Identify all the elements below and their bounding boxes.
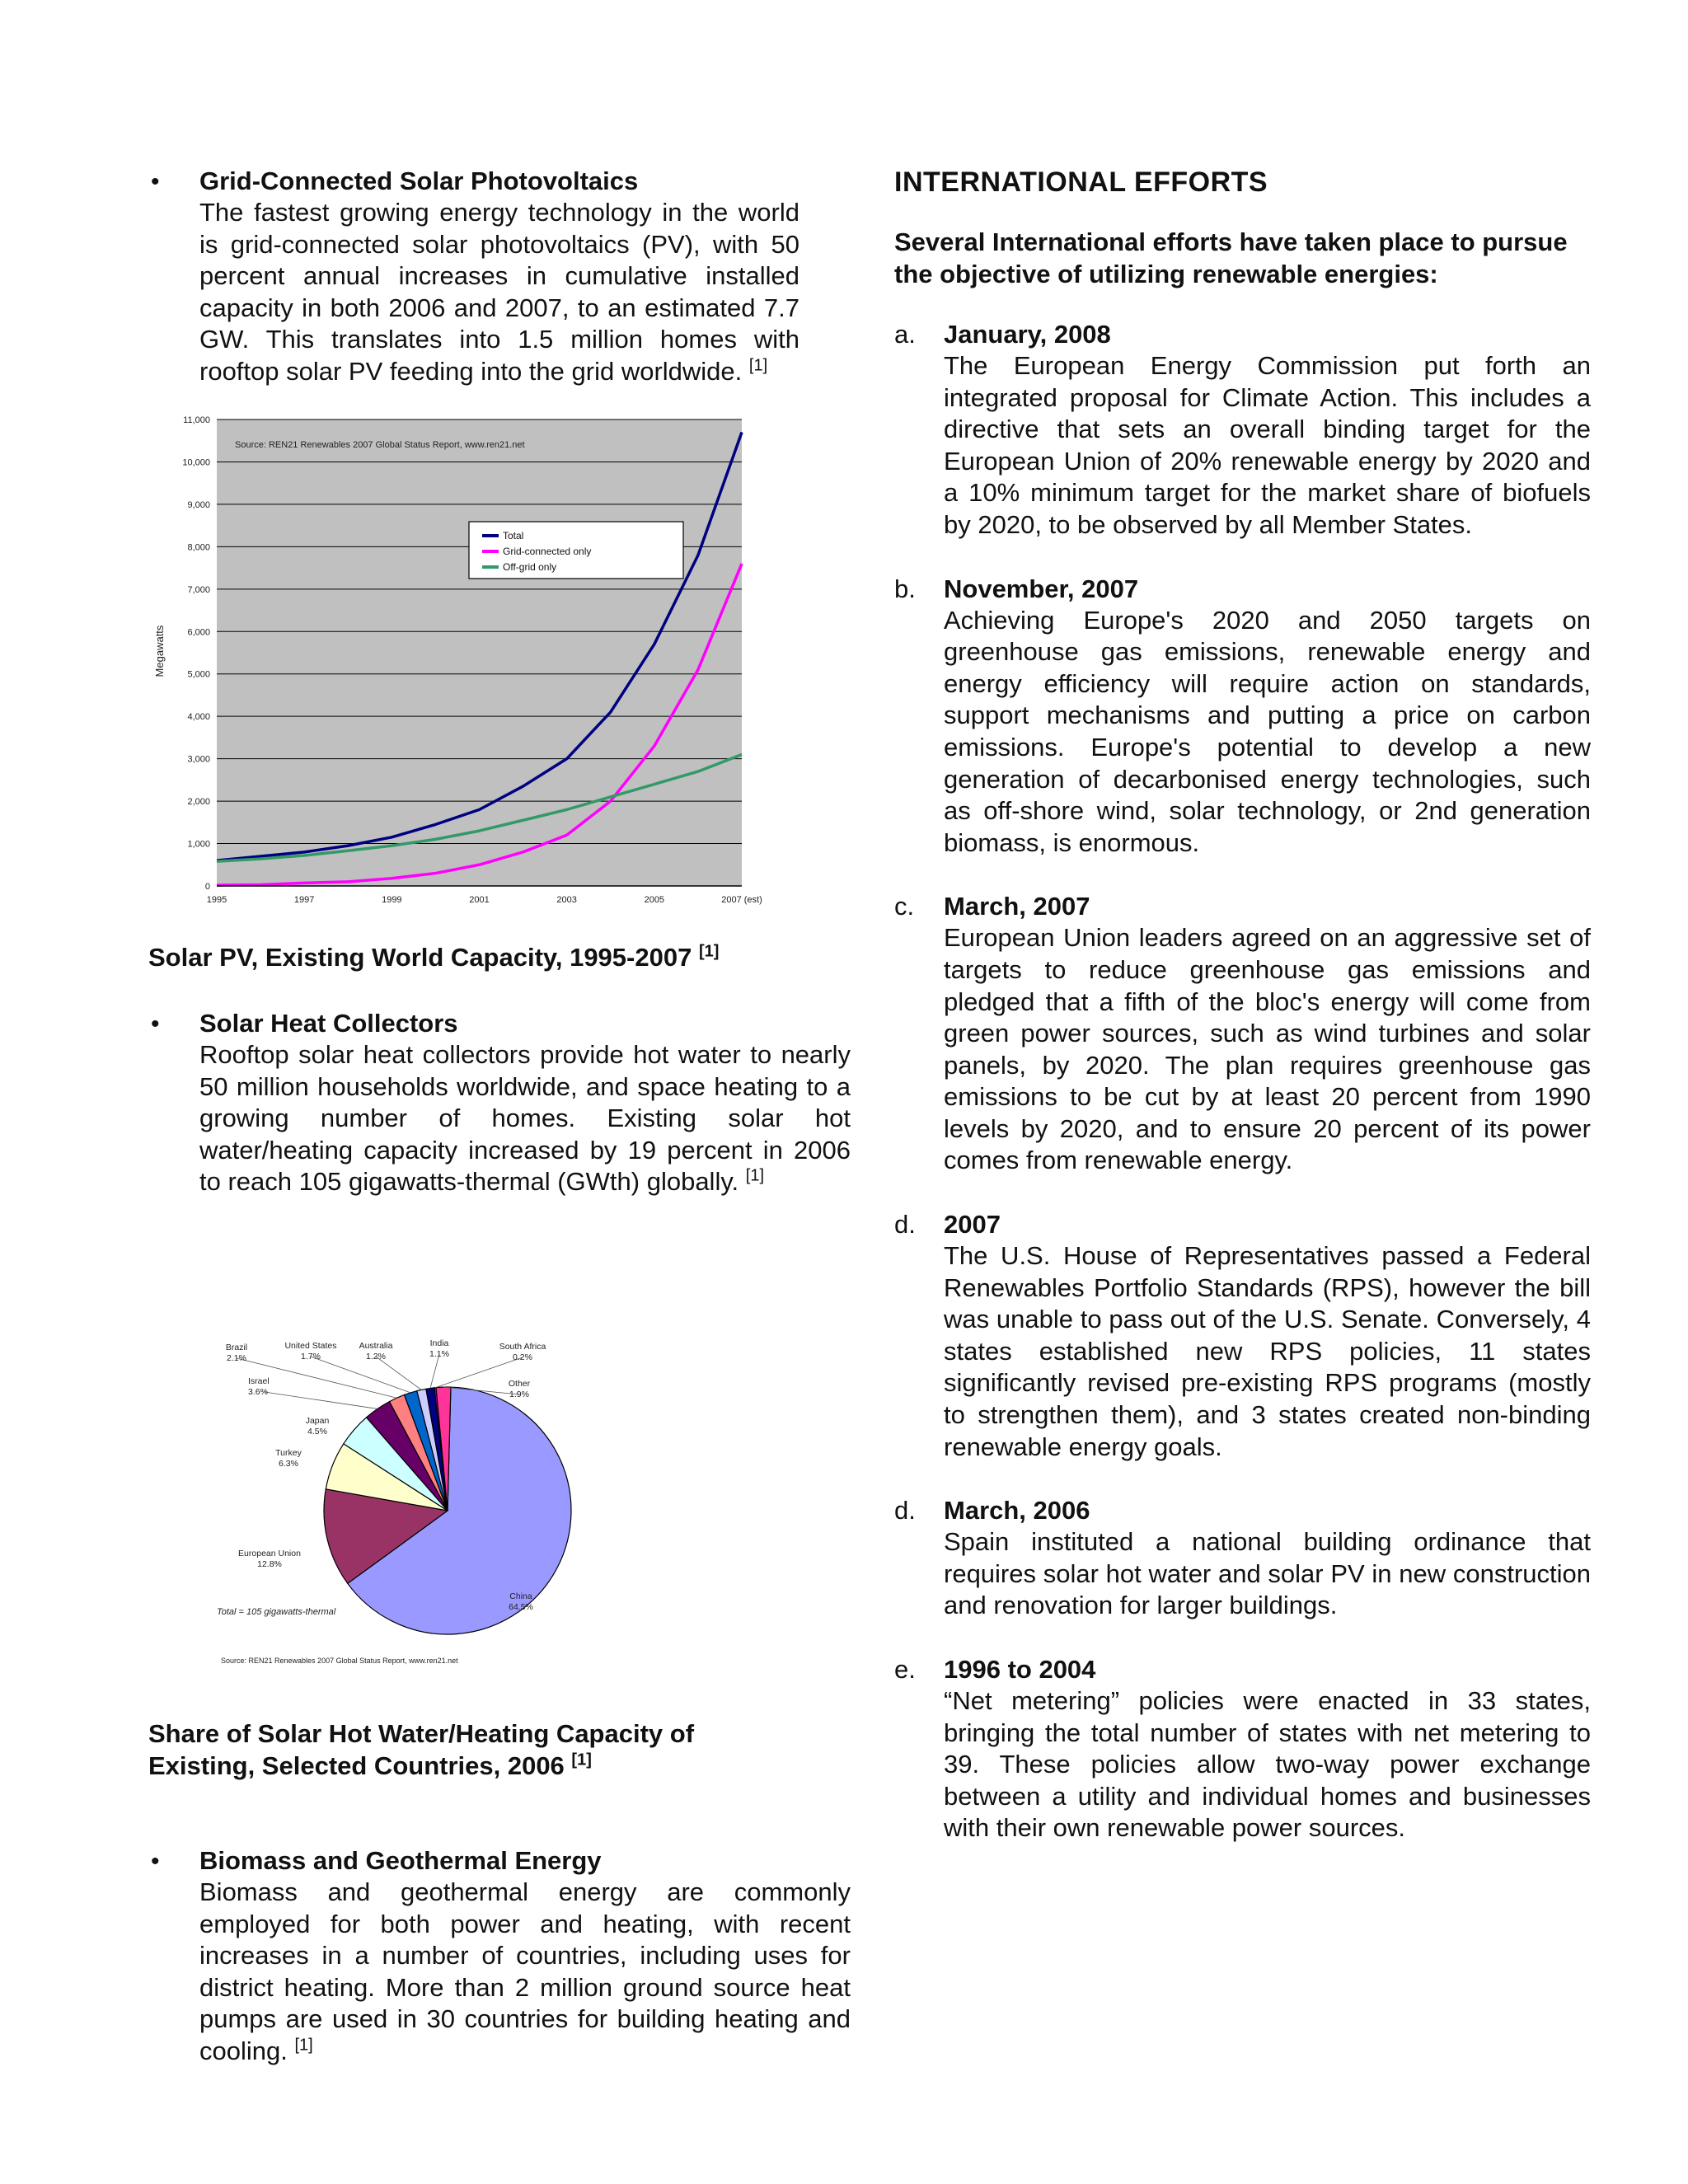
effort-text: European Union leaders agreed on an aggressive set of targets to reduce greenhouse gas emissions and pledged that a fifth of the bloc's energy will come from green power sources, such as wind turbines and solar panels, by 2020. The plan requires greenhouse gas emissions to be cut by at least 20 percent from 1990 levels by 2020, and to ensure 20 percent of its power comes from renewable energy.: [944, 923, 1591, 1175]
effort-date: 1996 to 2004: [944, 1655, 1096, 1684]
bullet: •: [151, 1848, 160, 1875]
effort-date: November, 2007: [944, 574, 1139, 603]
pie-slice-value: 1.1%: [429, 1349, 449, 1359]
effort-letter: c.: [894, 892, 915, 921]
effort-letter: d.: [894, 1496, 916, 1526]
x-tick-label: 2005: [644, 895, 665, 905]
pie-slice-value: 64.5%: [509, 1602, 533, 1612]
effort-letter: d.: [894, 1210, 916, 1240]
x-tick-label: 2007 (est): [721, 895, 762, 905]
pie-chart-caption-ref: [1]: [571, 1750, 592, 1769]
y-tick-label: 4,000: [187, 712, 210, 723]
y-tick-label: 1,000: [187, 839, 210, 850]
left-column: [148, 165, 851, 2065]
leader-line: [430, 1354, 439, 1388]
pie-slice-value: 0.2%: [513, 1352, 532, 1362]
pie-slice-value: 12.8%: [257, 1559, 282, 1569]
pie-total-note: Total = 105 gigawatts-thermal: [217, 1607, 336, 1617]
pv-section-ref: [1]: [748, 356, 768, 375]
pie-chart-caption: [148, 1718, 799, 1782]
effort-item: [894, 318, 1591, 541]
pie-slice-name: Turkey: [275, 1448, 302, 1458]
legend-label: Total: [503, 530, 524, 541]
pv-chart-caption-text: Solar PV, Existing World Capacity, 1995-2007: [148, 943, 692, 972]
pie-slice-value: 3.6%: [248, 1387, 268, 1397]
bullet: •: [151, 168, 160, 195]
y-tick-label: 2,000: [187, 797, 210, 808]
pie-slice-name: United States: [284, 1341, 337, 1351]
pie-slice-name: Australia: [359, 1341, 393, 1351]
pie-slice-name: Other: [508, 1379, 531, 1389]
legend-label: Grid-connected only: [503, 546, 592, 557]
pie-slice-value: 2.1%: [227, 1353, 246, 1363]
effort-date: January, 2008: [944, 320, 1111, 349]
x-tick-label: 1997: [293, 895, 315, 905]
effort-item: [894, 1653, 1591, 1844]
bio-section-text: Biomass and geothermal energy are commonly employed for both power and heating, with recent increases in a number of countries, including uses for district heating. More than 2 million ground source heat pumps are used in 30 countries for building heating and cooling.: [199, 1877, 851, 2065]
effort-item: [894, 1494, 1591, 1622]
effort-item: [894, 890, 1591, 1177]
effort-letter: b.: [894, 574, 916, 603]
effort-date: March, 2006: [944, 1496, 1090, 1526]
heat-section-title: Solar Heat Collectors: [199, 1009, 458, 1038]
pie-chart-caption-text: Share of Solar Hot Water/Heating Capacity of Existing, Selected Countries, 2006: [148, 1719, 695, 1780]
pie-slice-name: Brazil: [225, 1343, 248, 1352]
effort-text: Achieving Europe's 2020 and 2050 targets on greenhouse gas emissions, renewable energy and energy efficiency will require action on standards, support mechanisms and putting a price on carbon emissions. Europe's potential to develop a new generation of decarbonised energy technologies, such as off-shore wind, solar technology, or 2nd generation biomass, is enormous.: [944, 605, 1591, 857]
y-tick-label: 0: [204, 882, 210, 892]
pie-slice-value: 1.9%: [509, 1390, 529, 1399]
leader-line: [265, 1392, 377, 1408]
bio-section-body: [199, 1877, 851, 2068]
pie-source-note: Source: REN21 Renewables 2007 Global Status Report, www.ren21.net: [221, 1657, 458, 1665]
effort-item: [894, 1208, 1591, 1463]
bio-section-title: Biomass and Geothermal Energy: [199, 1846, 602, 1875]
right-column: [894, 165, 1591, 1844]
y-axis-label: Megawatts: [153, 625, 166, 677]
pie-slice-name: Israel: [248, 1376, 270, 1386]
effort-item: [894, 573, 1591, 860]
y-tick-label: 10,000: [182, 457, 210, 468]
effort-text: The European Energy Commission put forth an integrated proposal for Climate Action. This includes a directive that sets an overall binding target for the European Union of 20% renewable energy by 2020 and a 10% minimum target for the market share of biofuels by 2020, to be observed by all Member States.: [944, 351, 1591, 539]
leader-line: [376, 1357, 421, 1390]
heat-section-body: [199, 1039, 851, 1198]
heat-section: [148, 1007, 851, 1198]
effort-letter: e.: [894, 1655, 916, 1684]
effort-text: The U.S. House of Representatives passed a Federal Renewables Portfolio Standards (RPS), however the bill was unable to pass out of the U.S. Senate. Conversely, 4 states established new RPS policies, 11 states significantly revised pre-existing RPS programs (mostly to strengthen them), and 3 states created non-binding renewable energy goals.: [944, 1241, 1591, 1461]
pie-slice-value: 4.5%: [307, 1427, 327, 1436]
pv-chart-caption-ref: [1]: [698, 942, 720, 961]
plot-area: [217, 419, 742, 886]
pie-slice-name: China: [509, 1591, 532, 1601]
pie-slice-value: 1.2%: [366, 1352, 386, 1361]
heat-section-ref: [1]: [745, 1167, 765, 1186]
bio-section: [148, 1844, 851, 2068]
pie-slice-name: Japan: [305, 1416, 330, 1426]
solar-heat-pie-chart: [190, 1319, 717, 1681]
effort-letter: a.: [894, 320, 916, 349]
pie-slice-value: 6.3%: [279, 1459, 298, 1469]
chart-source-note: Source: REN21 Renewables 2007 Global Status Report, www.ren21.net: [235, 440, 525, 450]
effort-date: 2007: [944, 1210, 1001, 1240]
x-tick-label: 1995: [206, 895, 227, 905]
section-heading: INTERNATIONAL EFFORTS: [894, 166, 1268, 198]
heat-section-text: Rooftop solar heat collectors provide hot water to nearly 50 million households worldwide, and space heating to a growing number of homes. Existing solar hot water/heating capacity increased by 19 percent in 2006 to reach 105 gigawatts-thermal (GWth) globally.: [199, 1040, 851, 1197]
bio-section-ref: [1]: [294, 2036, 313, 2055]
effort-date: March, 2007: [944, 892, 1090, 921]
section-intro: Several International efforts have taken place to pursue the objective of utilizing renewable energies:: [894, 227, 1568, 288]
x-tick-label: 1999: [382, 895, 402, 905]
pv-chart-caption: [148, 941, 808, 973]
y-tick-label: 11,000: [183, 415, 210, 425]
effort-text: “Net metering” policies were enacted in 33 states, bringing the total number of states with net metering to 39. These policies allow two-way power exchange between a utility and individual homes and businesses with their own renewable power sources.: [944, 1686, 1591, 1843]
effort-text: Spain instituted a national building ordinance that requires solar hot water and solar PV in new construction and renovation for larger buildings.: [944, 1527, 1591, 1620]
pv-capacity-line-chart: [99, 404, 783, 915]
pv-section-title: Grid-Connected Solar Photovoltaics: [199, 166, 639, 195]
x-tick-label: 2003: [556, 895, 577, 905]
y-tick-label: 8,000: [187, 542, 210, 553]
pie-slice-name: South Africa: [499, 1342, 546, 1352]
legend: [469, 522, 683, 579]
y-tick-label: 7,000: [187, 584, 210, 595]
leader-line: [311, 1357, 410, 1393]
x-tick-label: 2001: [469, 895, 490, 905]
pie-slice-name: India: [429, 1338, 449, 1348]
pv-section-body: [199, 197, 799, 388]
legend-label: Off-grid only: [503, 561, 557, 573]
pie-slice-value: 1.7%: [301, 1352, 321, 1361]
pie-slice-name: European Union: [238, 1549, 301, 1558]
pv-section: [148, 165, 799, 388]
pv-section-text: The fastest growing energy technology in the world is grid-connected solar photovoltaics (PV), with 50 percent annual increases in cumulative installed capacity in both 2006 and 2007, to an estimated 7.7 GW. This translates into 1.5 million homes with rooftop solar PV feeding into the grid worldwide.: [199, 198, 799, 386]
y-tick-label: 9,000: [187, 499, 210, 510]
y-tick-label: 5,000: [187, 669, 210, 680]
y-tick-label: 3,000: [187, 754, 210, 765]
bullet: •: [151, 1010, 160, 1038]
y-tick-label: 6,000: [187, 627, 210, 638]
